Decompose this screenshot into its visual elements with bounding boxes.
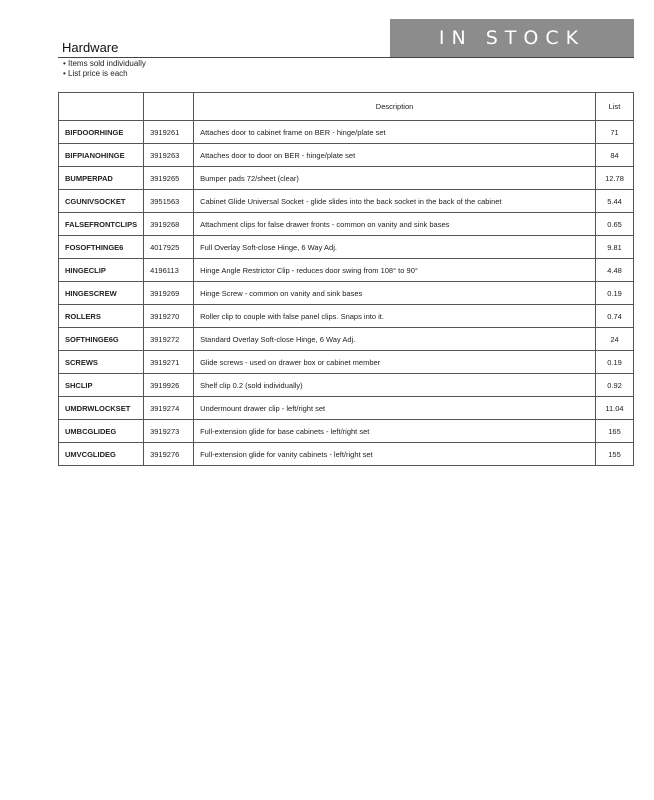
item-list-price: 11.04 — [596, 397, 634, 420]
table-row — [59, 282, 634, 305]
item-number: 3919926 — [144, 374, 194, 397]
item-list-price: 165 — [596, 420, 634, 443]
table-row — [59, 443, 634, 466]
item-number: 3919276 — [144, 443, 194, 466]
item-description: Full-extension glide for vanity cabinets - left/right set — [194, 443, 596, 466]
item-sku: FOSOFTHINGE6 — [59, 236, 144, 259]
item-sku: SCREWS — [59, 351, 144, 374]
item-list-price: 12.78 — [596, 167, 634, 190]
item-number: 4017925 — [144, 236, 194, 259]
note-item: • Items sold individually — [63, 59, 146, 69]
item-number: 3919273 — [144, 420, 194, 443]
table-row — [59, 190, 634, 213]
item-number: 3919270 — [144, 305, 194, 328]
table-row — [59, 213, 634, 236]
item-sku: FALSEFRONTCLIPS — [59, 213, 144, 236]
title-divider — [58, 57, 634, 58]
item-sku: CGUNIVSOCKET — [59, 190, 144, 213]
item-number: 3919268 — [144, 213, 194, 236]
item-sku: SOFTHINGE6G — [59, 328, 144, 351]
in-stock-banner: IN STOCK — [390, 19, 634, 57]
item-number: 3919261 — [144, 121, 194, 144]
table-row — [59, 236, 634, 259]
hardware-table — [58, 92, 634, 466]
item-list-price: 4.48 — [596, 259, 634, 282]
item-list-price: 0.92 — [596, 374, 634, 397]
header-sku — [59, 93, 144, 121]
item-list-price: 84 — [596, 144, 634, 167]
item-sku: BUMPERPAD — [59, 167, 144, 190]
header-description: Description — [194, 93, 596, 121]
item-list-price: 5.44 — [596, 190, 634, 213]
item-description: Cabinet Glide Universal Socket - glide slides into the back socket in the back of the cabinet — [194, 190, 596, 213]
item-description: Attaches door to cabinet frame on BER - hinge/plate set — [194, 121, 596, 144]
item-description: Hinge Screw - common on vanity and sink bases — [194, 282, 596, 305]
item-list-price: 155 — [596, 443, 634, 466]
item-description: Attaches door to door on BER - hinge/plate set — [194, 144, 596, 167]
table-row — [59, 420, 634, 443]
item-number: 3919265 — [144, 167, 194, 190]
item-description: Roller clip to couple with false panel clips. Snaps into it. — [194, 305, 596, 328]
item-list-price: 0.65 — [596, 213, 634, 236]
item-description: Undermount drawer clip - left/right set — [194, 397, 596, 420]
item-list-price: 0.19 — [596, 351, 634, 374]
item-description: Attachment clips for false drawer fronts - common on vanity and sink bases — [194, 213, 596, 236]
item-description: Glide screws - used on drawer box or cabinet member — [194, 351, 596, 374]
note-item: • List price is each — [63, 69, 146, 79]
table-row — [59, 167, 634, 190]
item-description: Full Overlay Soft-close Hinge, 6 Way Adj. — [194, 236, 596, 259]
table-row — [59, 374, 634, 397]
table-header-row — [59, 93, 634, 121]
item-list-price: 9.81 — [596, 236, 634, 259]
item-sku: UMBCGLIDEG — [59, 420, 144, 443]
item-sku: ROLLERS — [59, 305, 144, 328]
item-list-price: 71 — [596, 121, 634, 144]
item-sku: SHCLIP — [59, 374, 144, 397]
item-number: 3951563 — [144, 190, 194, 213]
item-sku: BIFDOORHINGE — [59, 121, 144, 144]
header-number — [144, 93, 194, 121]
item-number: 3919271 — [144, 351, 194, 374]
item-sku: UMDRWLOCKSET — [59, 397, 144, 420]
item-list-price: 24 — [596, 328, 634, 351]
item-sku: BIFPIANOHINGE — [59, 144, 144, 167]
item-description: Standard Overlay Soft-close Hinge, 6 Way Adj. — [194, 328, 596, 351]
notes-list — [63, 59, 146, 79]
table-row — [59, 305, 634, 328]
table-row — [59, 397, 634, 420]
item-sku: UMVCGLIDEG — [59, 443, 144, 466]
item-description: Shelf clip 0.2 (sold individually) — [194, 374, 596, 397]
item-number: 4196113 — [144, 259, 194, 282]
table-row — [59, 328, 634, 351]
item-sku: HINGECLIP — [59, 259, 144, 282]
item-description: Hinge Angle Restrictor Clip - reduces door swing from 108° to 90° — [194, 259, 596, 282]
item-sku: HINGESCREW — [59, 282, 144, 305]
item-number: 3919263 — [144, 144, 194, 167]
header-list: List — [596, 93, 634, 121]
item-description: Full-extension glide for base cabinets - left/right set — [194, 420, 596, 443]
table-row — [59, 144, 634, 167]
item-number: 3919272 — [144, 328, 194, 351]
section-title: Hardware — [62, 40, 119, 55]
item-description: Bumper pads 72/sheet (clear) — [194, 167, 596, 190]
item-number: 3919269 — [144, 282, 194, 305]
table-row — [59, 351, 634, 374]
table-body — [59, 121, 634, 466]
item-list-price: 0.74 — [596, 305, 634, 328]
table-row — [59, 259, 634, 282]
item-list-price: 0.19 — [596, 282, 634, 305]
item-number: 3919274 — [144, 397, 194, 420]
table-row — [59, 121, 634, 144]
